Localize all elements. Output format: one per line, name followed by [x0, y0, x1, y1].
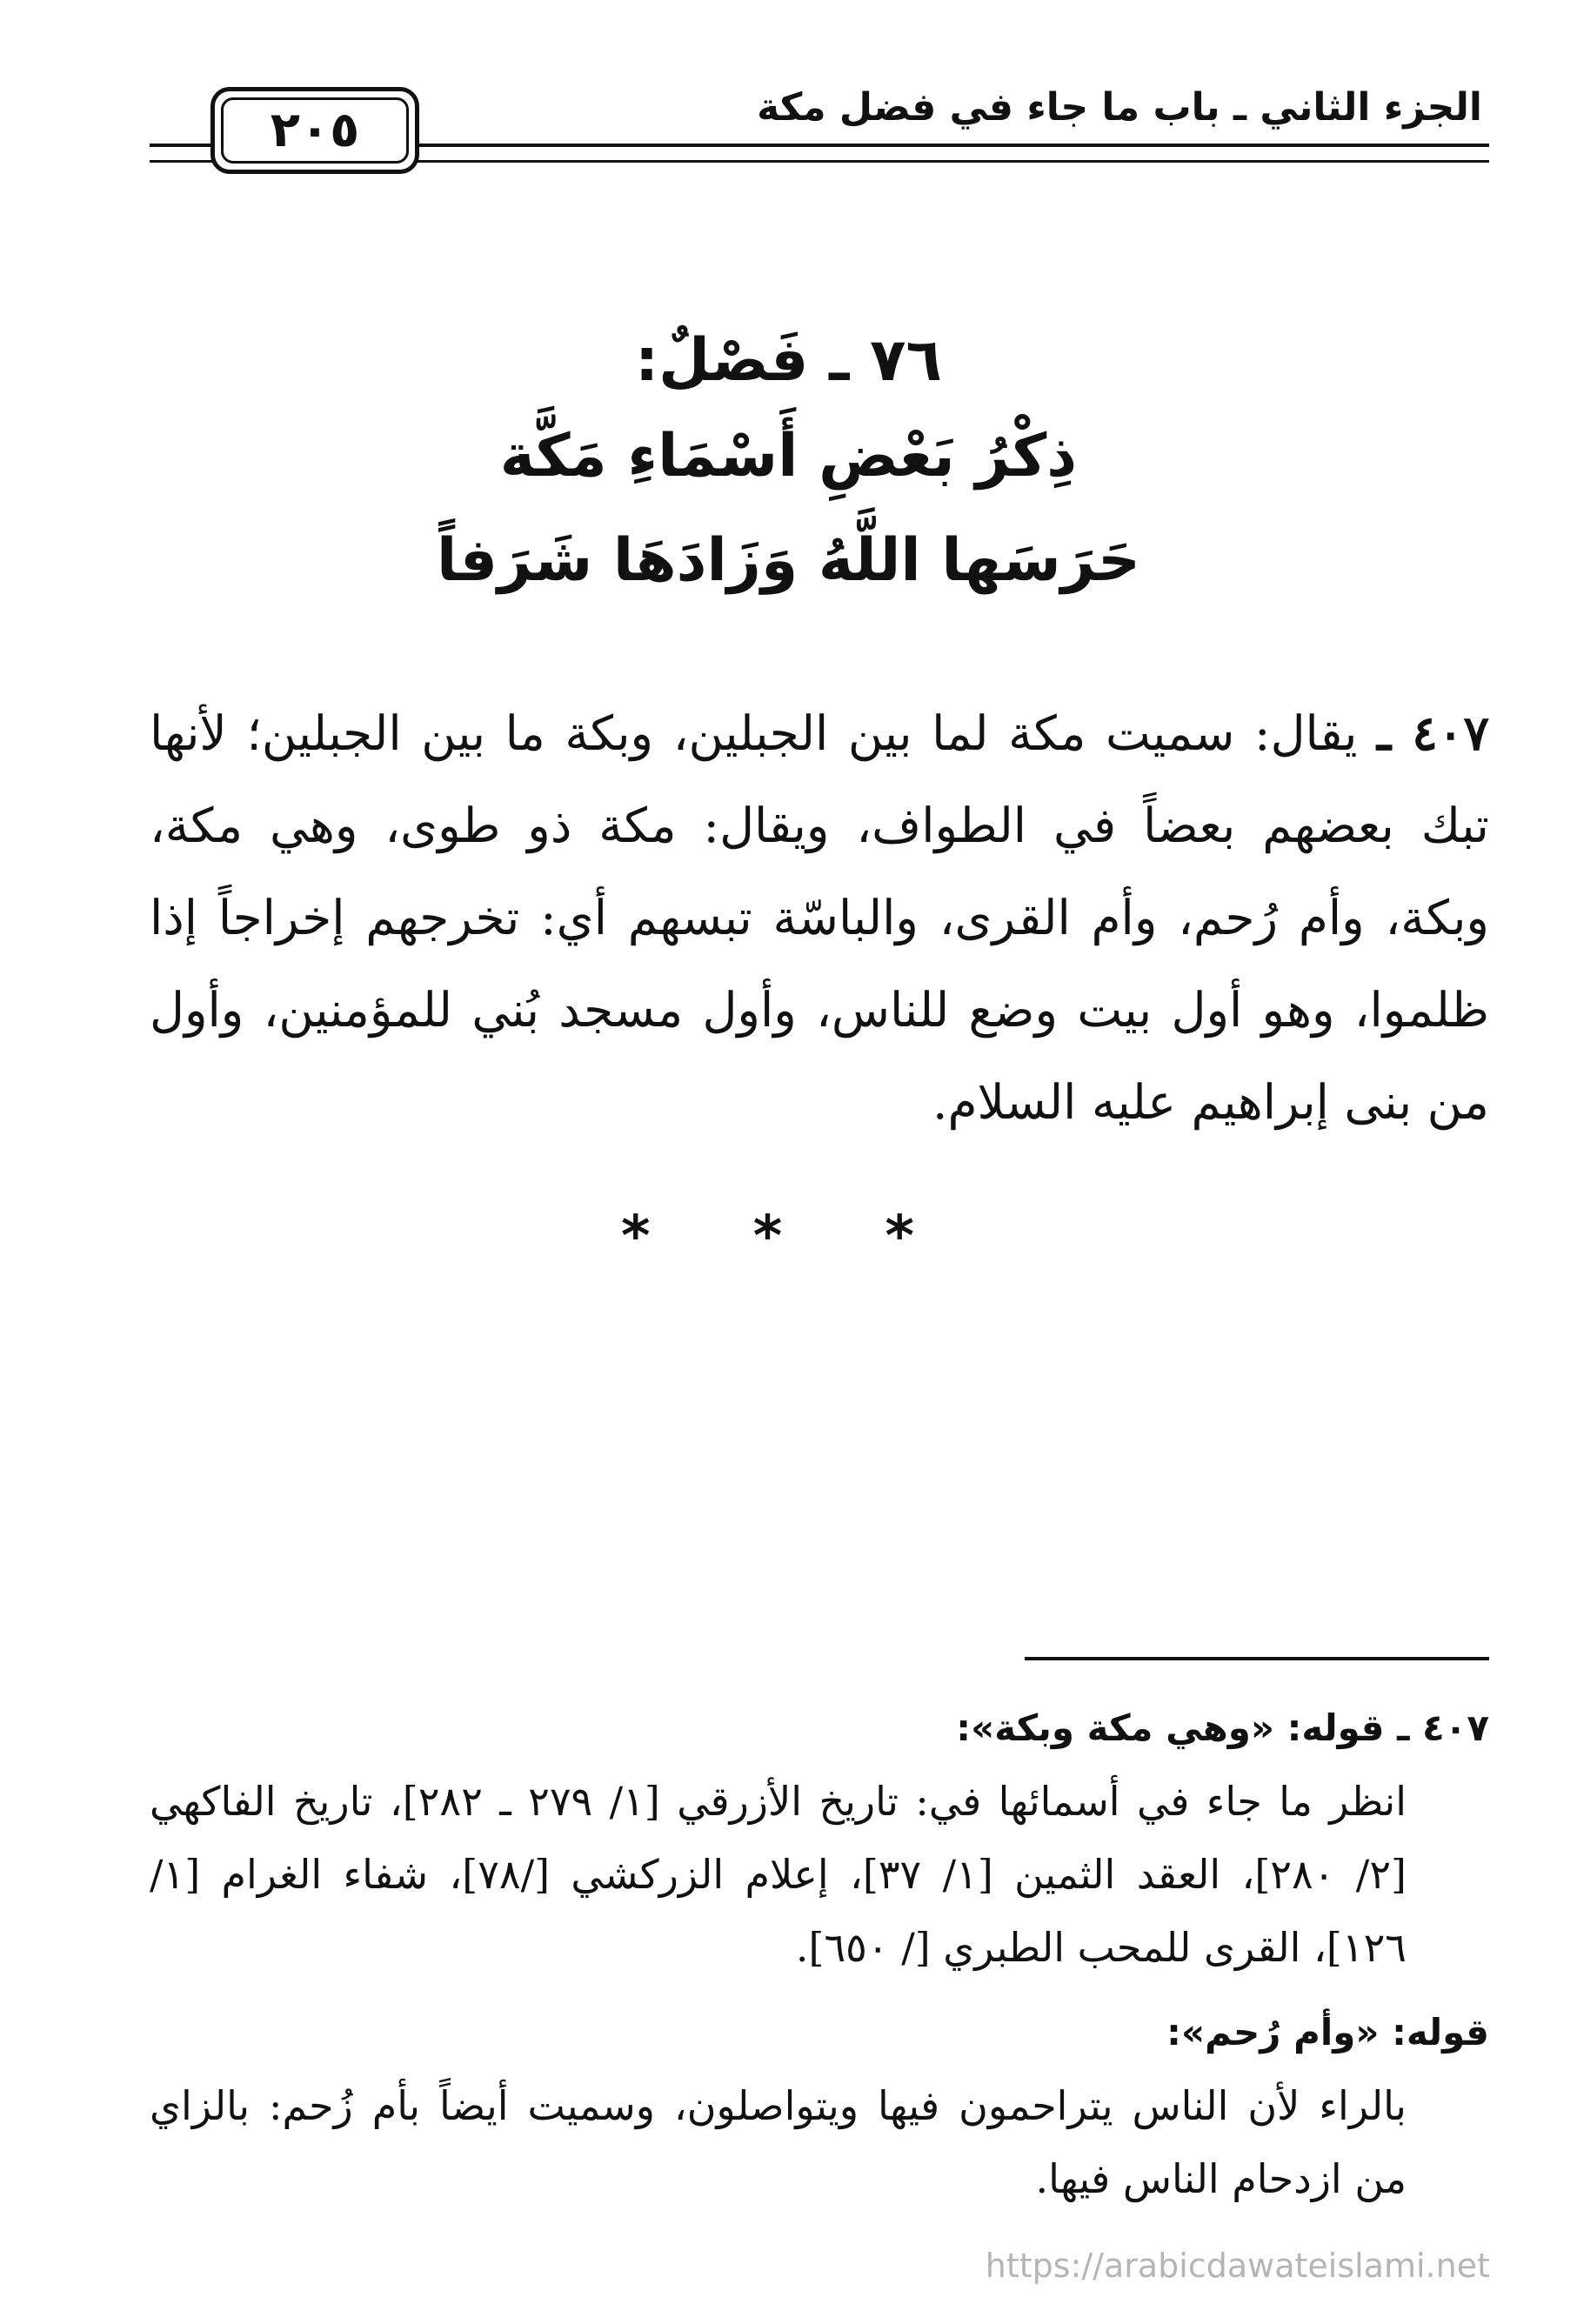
page-number-frame: [210, 87, 419, 174]
page-number: ٢٠٥: [270, 102, 360, 158]
main-paragraph: [150, 687, 1489, 1148]
page-header: [150, 70, 1489, 183]
footnote-rule: [1025, 1657, 1489, 1660]
watermark-url: https://arabicdawateislami.net: [985, 2247, 1490, 2285]
running-title: الجزء الثاني ـ باب ما جاء في فضل مكة: [757, 85, 1482, 130]
section-separator: * * *: [621, 1205, 956, 1269]
footnote-1-heading: ٤٠٧ ـ قوله: «وهي مكة وبكة»:: [956, 1706, 1489, 1749]
chapter-subtitle: حَرَسَها اللَّهُ وَزَادَهَا شَرَفاً: [437, 526, 1140, 595]
chapter-title: ذِكْرُ بَعْضِ أَسْمَاءِ مَكَّة: [499, 422, 1078, 491]
footnotes: [150, 1692, 1489, 2215]
chapter-number-heading: ٧٦ ـ فَصْلٌ:: [634, 326, 943, 395]
footnote-2-text: بالراء لأن الناس يتراحمون فيها ويتواصلون، وسميت أيضاً بأم زُحم: بالزاي من ازدحام الناس فيها.: [150, 2082, 1407, 2202]
paragraph-number: ٤٠٧ ـ: [1377, 705, 1489, 761]
footnote-2-heading: قوله: «وأم رُحم»:: [1166, 2011, 1489, 2054]
footnote-1-text: انظر ما جاء في أسمائها في: تاريخ الأزرقي [١/ ٢٧٩ ـ ٢٨٢]، تاريخ الفاكهي [٢/ ٢٨٠]، العقد الثمين [١/ ٣٧]، إعلام الزركشي [/٧٨]، شفاء الغرام [١/ ١٢٦]، القرى للمحب الطبري [/ ٦٥٠].: [150, 1778, 1407, 1971]
paragraph-text: يقال: سميت مكة لما بين الجبلين، وبكة ما بين الجبلين؛ لأنها تبك بعضهم بعضاً في الطواف، ويقال: مكة ذو طوى، وهي مكة، وبكة، وأم رُحم، وأم القرى، والباسّة تبسهم أي: تخرجهم إخراجاً إذا ظلموا، وهو أول بيت وضع للناس، وأول مسجد بُني للمؤمنين، وأول من بنى إبراهيم عليه السلام.: [150, 705, 1489, 1130]
